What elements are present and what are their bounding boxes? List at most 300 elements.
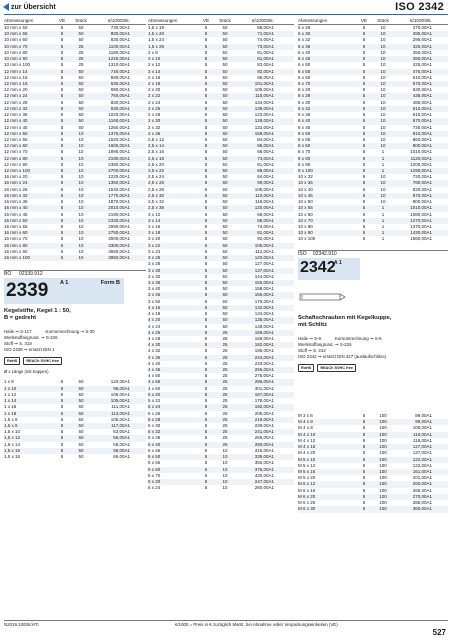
cell-price: 390,00A1 (412, 56, 432, 62)
cell-ve: 5 (362, 437, 366, 443)
cell-price: 325,00A1 (412, 43, 432, 49)
cell-dimensions: 2,5 x 36 (148, 205, 165, 211)
cell-ve: 5 (60, 429, 64, 435)
cell-stueck: 25 (78, 56, 84, 62)
header-dims: Abmessungen (148, 18, 178, 23)
cell-ve: 5 (362, 149, 366, 155)
cell-dimensions: 5 x 20 (148, 391, 161, 397)
cell-price: 128,00A1 (254, 118, 274, 124)
cell-price: 105,00A1 (254, 186, 274, 192)
cell-stueck: 50 (78, 105, 84, 111)
cell-dimensions: 8 x 36 (298, 112, 311, 118)
cell-price: 1260,00A1 (108, 124, 130, 130)
cell-stueck: 50 (78, 74, 84, 80)
cell-price: 71,00A1 (257, 31, 274, 37)
cell-dimensions: 8 x 32 (298, 105, 311, 111)
cell-dimensions: 1,5 x 10 (4, 429, 21, 435)
cell-ve: 5 (362, 217, 366, 223)
cell-ve: 5 (204, 43, 208, 49)
cell-stueck: 1 (381, 168, 385, 174)
cell-price: 860,00A1 (412, 136, 432, 142)
cell-dimensions: 16 mm x 60 (4, 230, 28, 236)
cell-ve: 5 (204, 248, 208, 254)
cell-stueck: 50 (78, 25, 84, 30)
article-code-bar (298, 250, 448, 257)
cell-ve: 5 (362, 413, 366, 418)
cell-price: 68,00A1 (257, 25, 274, 30)
reference-kornumrechnung[interactable]: Kornumrechnung ➞ S-30 (45, 328, 95, 334)
cell-dimensions: 5 x 26 (148, 410, 161, 416)
cell-dimensions: 5 x 50 (148, 454, 161, 460)
cell-dimensions: 3 x 30 (148, 267, 161, 273)
cell-dimensions: 8 x 45 (298, 124, 311, 130)
cell-ve: 5 (60, 68, 64, 74)
cell-ve: 5 (60, 25, 64, 30)
cell-price: 92,00A1 (257, 68, 274, 74)
header-ve: VE (202, 18, 210, 23)
cell-dimensions: M 6 x 30 (298, 506, 316, 512)
cell-price: 1770,00A1 (108, 192, 130, 198)
cell-stueck: 50 (78, 385, 84, 391)
cell-price: 295,00A1 (412, 37, 432, 43)
cell-dimensions: 12 mm x 55 (4, 136, 28, 142)
cell-dimensions: 8 x 50 (298, 130, 311, 136)
cell-dimensions: M 3 x 6 (298, 413, 313, 418)
cell-ve: 5 (60, 124, 64, 130)
cell-stueck: 100 (379, 431, 387, 437)
cell-price: 233,00A1 (254, 360, 274, 366)
cell-stueck: 100 (379, 506, 387, 512)
cell-dimensions: 6 x 70 (298, 80, 311, 86)
cell-ve: 5 (204, 143, 208, 149)
cell-ve: 5 (204, 112, 208, 118)
cell-ve: 5 (204, 478, 208, 484)
cell-stueck: 50 (78, 391, 84, 397)
cell-price: 1010,00A1 (410, 205, 432, 211)
cell-stueck: 10 (78, 199, 84, 205)
price-table-column-1 (4, 18, 146, 261)
cell-price: 630,00A1 (110, 80, 130, 86)
cell-stueck: 50 (222, 211, 228, 217)
cell-price: 430,00A1 (254, 472, 274, 478)
header-stueck: Stück (219, 18, 231, 23)
cell-stueck: 50 (78, 447, 84, 453)
article-code-bar (4, 270, 146, 277)
cell-dimensions: 4 x 18 (148, 311, 161, 317)
cell-dimensions: 5 x 60 (148, 466, 161, 472)
cell-stueck: 10 (222, 460, 228, 466)
cell-ve: 5 (362, 205, 366, 211)
cell-stueck: 10 (380, 87, 386, 93)
cell-stueck: 10 (222, 447, 228, 453)
cell-price: 158,00A1 (254, 286, 274, 292)
cell-dimensions: M 4 x 8 (298, 425, 313, 431)
cell-stueck: 50 (222, 323, 228, 329)
cell-price: 105,00A1 (110, 391, 130, 397)
cell-dimensions: 16 mm x 50 (4, 217, 28, 223)
cell-dimensions: 4 x 50 (148, 373, 161, 379)
cell-ve: 5 (204, 311, 208, 317)
cell-ve: 5 (362, 199, 366, 205)
cell-ve: 5 (362, 68, 366, 74)
cell-price: 315,00A1 (254, 447, 274, 453)
cell-ve: 5 (204, 161, 208, 167)
cell-stueck: 10 (380, 199, 386, 205)
cell-price: 265,00A1 (254, 435, 274, 441)
header-ve: VE (58, 18, 66, 23)
cell-stueck: 50 (222, 124, 228, 130)
cell-ve: 5 (60, 230, 64, 236)
cell-stueck: 10 (78, 211, 84, 217)
cell-stueck: 10 (380, 62, 386, 68)
cell-ve: 5 (60, 130, 64, 136)
cell-stueck: 1 (381, 161, 385, 167)
cell-stueck: 10 (78, 242, 84, 248)
cell-stueck: 50 (78, 37, 84, 43)
cell-ve: 5 (204, 99, 208, 105)
cell-stueck: 50 (222, 149, 228, 155)
cell-ve: 5 (60, 199, 64, 205)
cell-price: 610,00A1 (412, 112, 432, 118)
cell-ve: 5 (362, 506, 366, 512)
cell-price: 3950,00A1 (108, 255, 130, 261)
reference-haile[interactable]: Haile ➞ S-9 (298, 335, 321, 341)
table-body-2339 (4, 379, 146, 460)
reference-stoff[interactable]: Stoff ➞ S. 232 (298, 347, 326, 353)
cell-stueck: 25 (222, 398, 228, 404)
cell-stueck: 10 (78, 192, 84, 198)
cell-price: 165,00A1 (254, 292, 274, 298)
cell-stueck: 25 (222, 416, 228, 422)
cell-ve: 5 (60, 49, 64, 55)
cell-ve: 5 (60, 410, 64, 416)
cell-stueck: 50 (78, 398, 84, 404)
cell-ve: 5 (362, 186, 366, 192)
table-row[interactable] (148, 485, 294, 491)
cell-ve: 5 (204, 335, 208, 341)
reference-haile[interactable]: Haile ➞ S-117 (4, 328, 32, 334)
cell-ve: 5 (362, 87, 366, 93)
cell-stueck: 50 (222, 136, 228, 142)
cell-stueck: 1 (381, 205, 385, 211)
cell-price: 780,00A1 (412, 180, 432, 186)
cell-price: 127,00A1 (254, 261, 274, 267)
cell-stueck: 10 (78, 224, 84, 229)
cell-stueck: 50 (222, 168, 228, 174)
cell-dimensions: M 5 x 10 (298, 456, 316, 462)
cell-ve: 5 (362, 211, 366, 217)
cell-price: 740,00A1 (110, 68, 130, 74)
cell-ve: 5 (204, 49, 208, 55)
cell-dimensions: 5 x 30 (148, 423, 161, 428)
cell-dimensions: 1 x 16 (4, 404, 17, 410)
cell-price: 241,00A1 (254, 429, 274, 435)
cell-dimensions: 16 mm x 100 (4, 255, 31, 261)
cell-dimensions: 2,5 x 14 (148, 143, 165, 149)
cell-price: 101,00A1 (254, 80, 274, 86)
cell-stueck: 50 (78, 410, 84, 416)
dimension-note: Ø x Länge (mit Kappen) (4, 369, 49, 375)
cell-dimensions: 6 x 45 (298, 56, 311, 62)
cell-stueck: 50 (222, 298, 228, 304)
cell-stueck: 50 (78, 80, 84, 86)
cell-price: 820,00A1 (412, 186, 432, 192)
cell-dimensions: 4 x 36 (148, 354, 161, 360)
cell-stueck: 100 (379, 462, 387, 468)
cell-price: 301,00A1 (254, 385, 274, 391)
cell-stueck: 10 (380, 130, 386, 136)
cell-ve: 5 (204, 342, 208, 348)
cell-stueck: 50 (222, 118, 228, 124)
cell-price: 435,00A1 (412, 93, 432, 99)
cell-dimensions: M 5 x 16 (298, 468, 316, 474)
product-number: 2339 (6, 280, 49, 301)
cell-ve: 5 (362, 500, 366, 506)
cell-dimensions: 12 mm x 20 (4, 87, 28, 93)
cell-stueck: 50 (222, 68, 228, 74)
cell-ve: 5 (362, 112, 366, 118)
cell-price: 161,00A1 (412, 468, 432, 474)
cell-stueck: 50 (78, 454, 84, 460)
cell-stueck: 50 (222, 87, 228, 93)
cell-price: 1600,00A1 (108, 143, 130, 149)
cell-dimensions: 10 mm x 50 (4, 25, 28, 30)
cell-dimensions: 10 mm x 90 (4, 56, 28, 62)
cell-stueck: 100 (379, 456, 387, 462)
cell-stueck: 50 (222, 80, 228, 86)
cell-ve: 5 (362, 419, 366, 425)
cell-price: 1370,00A1 (108, 130, 130, 136)
cell-stueck: 50 (222, 43, 228, 49)
cell-dimensions: 16 mm x 70 (4, 236, 28, 242)
cell-price: 285,00A1 (412, 500, 432, 506)
cell-stueck: 50 (78, 429, 84, 435)
reference-kornumrechnung[interactable]: Kornumrechnung ➞ S-6 (334, 335, 382, 341)
cell-dimensions: 8 x 40 (298, 118, 311, 124)
product-title-line-1: Schaftschrauben mit Kegelkuppe, (298, 315, 392, 321)
cell-price: 117,00A1 (111, 422, 130, 428)
cell-ve: 5 (362, 450, 366, 456)
cell-dimensions: 1 x 10 (4, 385, 17, 391)
cell-ve: 5 (204, 379, 208, 385)
cell-stueck: 10 (78, 168, 84, 174)
cell-price: 139,00A1 (254, 105, 274, 111)
cell-price: 88,00A1 (257, 168, 274, 174)
cell-dimensions: 4 x 60 (148, 385, 161, 391)
cell-price: 122,00A1 (254, 112, 274, 118)
cell-ve: 5 (204, 87, 208, 93)
cell-price: 167,00A1 (254, 391, 274, 397)
cell-price: 58,00A1 (113, 441, 130, 447)
cell-dimensions: 4 x 55 (148, 379, 161, 385)
cell-dimensions: 8 x 80 (298, 155, 311, 161)
cell-dimensions: 16 mm x 45 (4, 211, 28, 217)
cell-ve: 5 (60, 398, 64, 404)
cell-stueck: 100 (379, 475, 387, 481)
cell-price: 260,00A1 (412, 481, 432, 487)
cell-ve: 5 (204, 68, 208, 74)
cell-dimensions: 12 mm x 28 (4, 99, 28, 105)
cell-stueck: 10 (78, 186, 84, 192)
cell-stueck: 50 (222, 273, 228, 279)
table-row[interactable] (4, 454, 146, 460)
cell-price: 1290,00A1 (410, 168, 432, 174)
cell-stueck: 50 (222, 255, 228, 261)
cell-price: 355,00A1 (254, 460, 274, 466)
header-stueck: Stück (75, 18, 87, 23)
cell-price: 83,00A1 (257, 62, 274, 68)
cell-price: 120,00A1 (254, 255, 274, 261)
cell-dimensions: M 5 x 12 (298, 462, 316, 468)
cell-stueck: 10 (222, 485, 228, 491)
cell-stueck: 25 (78, 49, 84, 55)
cell-ve: 5 (204, 373, 208, 379)
cell-price: 111,00A1 (111, 404, 130, 410)
cell-price: 1540,00A1 (108, 186, 130, 192)
cell-stueck: 25 (222, 360, 228, 366)
cell-dimensions: 12 mm x 14 (4, 68, 28, 74)
cell-dimensions: 8 x 30 (298, 99, 311, 105)
cell-stueck: 25 (222, 385, 228, 391)
table-header (4, 18, 146, 25)
cell-dimensions: 10 x 32 (298, 174, 313, 180)
cell-price: 120,00A1 (254, 205, 274, 211)
cell-price: 510,00A1 (412, 105, 432, 111)
cell-ve: 5 (60, 31, 64, 37)
cell-ve: 5 (204, 205, 208, 211)
cell-dimensions: 3 x 12 (148, 211, 161, 217)
cell-ve: 5 (60, 224, 64, 229)
cell-ve: 5 (204, 460, 208, 466)
cell-dimensions: 4 x 20 (148, 317, 161, 323)
cell-stueck: 25 (78, 62, 84, 68)
table-row[interactable] (298, 236, 448, 242)
table-row[interactable] (298, 506, 448, 512)
cell-ve: 5 (204, 391, 208, 397)
cell-dimensions: M 4 x 20 (298, 450, 316, 456)
reach-badge: REACh SVHC free (317, 364, 356, 373)
cell-price: 105,00A1 (110, 398, 130, 404)
cell-price: 74,00A1 (257, 37, 274, 43)
cell-ve: 5 (362, 31, 366, 37)
cell-ve: 5 (362, 481, 366, 487)
cell-dimensions: 3 x 20 (148, 236, 161, 242)
cell-dimensions: 6 x 30 (298, 31, 311, 37)
cell-ve: 5 (60, 248, 64, 254)
reference-list (4, 335, 146, 353)
cell-ve: 5 (60, 62, 64, 68)
cell-price: 355,00A1 (412, 49, 432, 55)
cell-stueck: 50 (222, 205, 228, 211)
cell-stueck: 50 (222, 99, 228, 105)
cell-price: 132,00A1 (254, 304, 274, 310)
cell-ve: 5 (204, 292, 208, 298)
article-code: 02339.912 (19, 271, 43, 277)
cell-stueck: 100 (379, 419, 387, 425)
reference-stoff[interactable]: Stoff ➞ S. 318 (4, 340, 32, 346)
cell-dimensions: 6 x 32 (298, 37, 311, 43)
cell-dimensions: M 4 x 8 (298, 419, 313, 425)
product-number-box (4, 278, 124, 304)
reference-werkstoff[interactable]: Werkstoffangrund. ➞ S-226 (4, 334, 58, 340)
cell-ve: 5 (204, 304, 208, 310)
cell-ve: 5 (204, 410, 208, 416)
cell-dimensions: 10 x 45 (298, 192, 313, 198)
cell-ve: 5 (204, 298, 208, 304)
cell-price: 99,00A1 (257, 180, 274, 186)
rohs-badge: RoHS (4, 357, 20, 366)
cell-ve: 5 (204, 273, 208, 279)
cell-stueck: 10 (380, 99, 386, 105)
cell-ve: 5 (204, 199, 208, 205)
cell-stueck: 10 (78, 217, 84, 223)
cell-dimensions: 3 x 14 (148, 217, 161, 223)
cell-stueck: 25 (222, 423, 228, 428)
cell-ve: 5 (60, 205, 64, 211)
cell-price: 74,00A1 (257, 155, 274, 161)
cell-price: 122,00A1 (412, 462, 432, 468)
top-bar (0, 0, 452, 14)
cell-stueck: 100 (379, 487, 387, 493)
cell-dimensions: M 6 x 16 (298, 487, 316, 493)
cell-dimensions: 5 x 22 (148, 398, 161, 404)
header-price: €/1000Stk. (410, 18, 432, 23)
cell-dimensions: 3 x 32 (148, 273, 161, 279)
cell-ve: 5 (362, 456, 366, 462)
cell-ve: 5 (204, 211, 208, 217)
cell-ve: 5 (60, 435, 64, 441)
cell-stueck: 10 (78, 230, 84, 236)
reference-iso: ISO 2342 ➞ ersetzt DIN 427 (auslaufschlitze) (298, 353, 387, 359)
cell-price: 105,00A1 (254, 242, 274, 248)
cell-ve: 5 (204, 74, 208, 80)
cell-dimensions: 2 x 10 (148, 56, 161, 62)
cell-dimensions: 2,5 x 18 (148, 155, 165, 161)
cell-stueck: 50 (78, 416, 84, 422)
cell-ve: 5 (204, 261, 208, 267)
cell-price: 178,00A1 (254, 398, 274, 404)
cell-ve: 5 (362, 56, 366, 62)
cell-dimensions: 5 x 36 (148, 435, 161, 441)
cell-price: 2380,00A1 (108, 161, 130, 167)
cell-price: 112,00A1 (255, 248, 274, 254)
cell-dimensions: 12 mm x 80 (4, 155, 28, 161)
cell-price: 127,00A1 (412, 444, 432, 450)
cell-stueck: 50 (222, 248, 228, 254)
cell-dimensions: 3 x 22 (148, 242, 161, 248)
product-2339-block (4, 270, 146, 460)
cell-ve: 5 (60, 447, 64, 453)
cell-stueck: 50 (222, 62, 228, 68)
cell-price: 192,00A1 (254, 404, 274, 410)
cell-stueck: 50 (222, 180, 228, 186)
cell-stueck: 10 (78, 255, 84, 261)
cell-stueck: 25 (222, 441, 228, 447)
reference-iso: ISO 2339 ➞ ersetzt DIN 1 (4, 346, 55, 352)
cell-price: 730,00A1 (412, 124, 432, 130)
cell-ve: 5 (204, 367, 208, 373)
back-to-overview-link[interactable] (3, 3, 56, 11)
cell-ve: 5 (60, 37, 64, 43)
reference-werkstoff[interactable]: Werkstoffangrund. ➞ S-226 (298, 341, 352, 347)
cell-dimensions: 2 x 28 (148, 112, 161, 118)
cell-price: 285,00A1 (412, 31, 432, 37)
cell-dimensions: 16 mm x 36 (4, 199, 28, 205)
cell-dimensions: 6 x 36 (298, 43, 311, 49)
cell-ve: 5 (362, 124, 366, 130)
table-row[interactable] (4, 255, 146, 261)
cell-price: 265,00A1 (412, 487, 432, 493)
